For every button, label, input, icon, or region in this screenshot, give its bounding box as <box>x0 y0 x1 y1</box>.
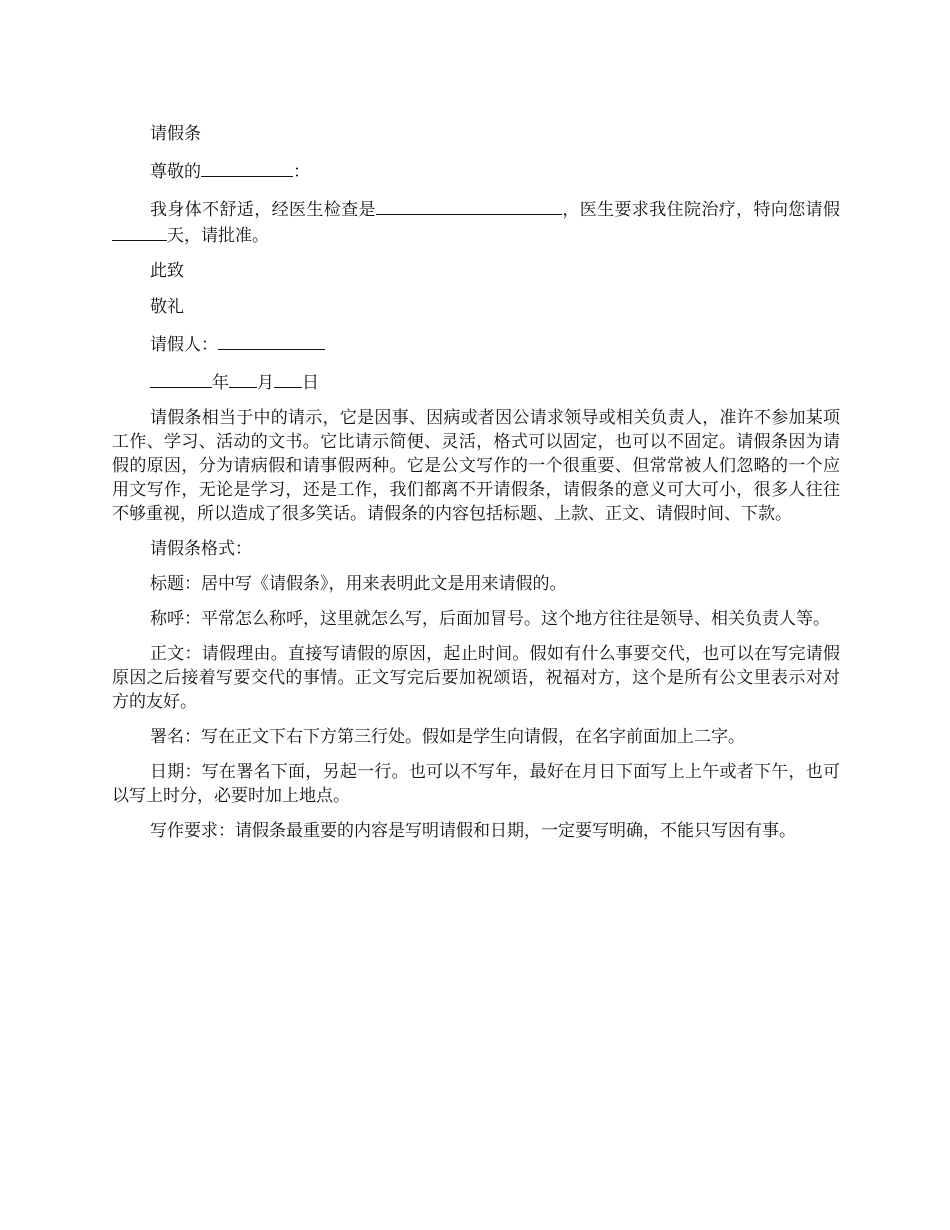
closing-text-1: 此致 <box>150 261 184 281</box>
closing-line-2 <box>112 295 840 319</box>
date-day-label: 日 <box>302 373 319 393</box>
date-month-label: 月 <box>257 373 274 393</box>
title-rule-paragraph: 标题：居中写《请假条》，用来表明此文是用来请假的。 <box>150 574 567 594</box>
letter-title <box>112 122 840 146</box>
date-line <box>112 369 840 395</box>
document-page <box>112 122 840 854</box>
month-blank <box>229 369 257 388</box>
salutation-suffix: ： <box>293 162 310 182</box>
closing-text-2: 敬礼 <box>150 297 184 317</box>
signature-blank <box>218 331 325 350</box>
signature-line <box>112 331 840 357</box>
salutation-rule-paragraph: 称呼：平常怎么称呼，这里就怎么写，后面加冒号。这个地方往往是领导、相关负责人等。 <box>150 609 830 629</box>
salutation-line <box>112 158 840 184</box>
intro-paragraph: 请假条相当于中的请示，它是因事、因病或者因公请求领导或相关负责人，准许不参加某项工作、学习、活动的文书。它比请示简便、灵活，格式可以固定，也可以不固定。请假条因为请假的原因，分为请病假和请事假两种。它是公文写作的一个很重要、但常常被人们忽略的一个应用文写作，无论是学习，还是工作，我们都离不开请假条，请假条的意义可大可小，很多人往往不够重视，所以造成了很多笑话。请假条的内容包括标题、上款、正文、请假时间、下款。 <box>112 408 840 524</box>
letter-body-part1: 我身体不舒适，经医生检查是 <box>150 200 376 220</box>
date-rule-paragraph: 日期：写在署名下面，另起一行。也可以不写年，最好在月日下面写上上午或者下午，也可以写上时分，必要时加上地点。 <box>112 762 840 806</box>
date-year-label: 年 <box>212 373 229 393</box>
diagnosis-blank <box>376 196 562 215</box>
letter-title-text: 请假条 <box>150 124 201 144</box>
letter-body-part2: ，医生要求我住院治疗，特向您请假 <box>561 200 841 220</box>
signature-rule-paragraph: 署名：写在正文下右下方第三行处。假如是学生向请假，在名字前面加上二字。 <box>150 727 745 747</box>
closing-line-1 <box>112 259 840 283</box>
year-blank <box>150 369 212 388</box>
days-blank <box>112 222 167 241</box>
body-rule-paragraph: 正文：请假理由。直接写请假的原因，起止时间。假如有什么事要交代，也可以在写完请假原因之后接着写要交代的事情。正文写完后要加祝颂语，祝福对方，这个是所有公文里表示对对方的友好。 <box>112 644 840 712</box>
format-heading: 请假条格式： <box>150 539 252 559</box>
requirement-rule-paragraph: 写作要求：请假条最重要的内容是写明请假和日期，一定要写明确，不能只写因有事。 <box>150 821 796 841</box>
letter-body-part3: 天，请批准。 <box>167 226 269 246</box>
day-blank <box>274 369 302 388</box>
salutation-blank <box>201 158 293 177</box>
salutation-prefix: 尊敬的 <box>150 162 201 182</box>
letter-body <box>112 196 840 248</box>
signature-label: 请假人： <box>150 335 218 355</box>
